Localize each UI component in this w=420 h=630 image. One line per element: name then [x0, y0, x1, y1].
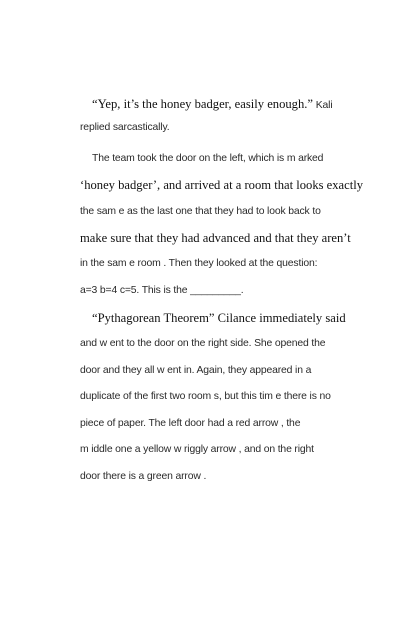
text-line-11: door and they all w ent in. Again, they appeared in a — [80, 365, 312, 376]
text-line-4: ‘honey badger’, and arrived at a room that looks exactly — [80, 178, 364, 192]
text-line-3: The team took the door on the left, which is m arked — [92, 153, 324, 164]
text-line-1 — [92, 96, 362, 112]
text-line-2: replied sarcastically. — [80, 122, 170, 133]
text-line-5: the sam e as the last one that they had to look back to — [80, 206, 321, 217]
text-line-9: “Pythagorean Theorem” Cilance immediately said — [92, 311, 346, 325]
text-line-7: in the sam e room . Then they looked at the question: — [80, 258, 318, 269]
text-line-8: a=3 b=4 c=5. This is the _________. — [80, 285, 244, 296]
text-line-1-main: “Yep, it’s the honey badger, easily enough.” — [92, 97, 314, 111]
text-line-15: door there is a green arrow . — [80, 471, 207, 482]
text-line-6: make sure that they had advanced and that they aren’t — [80, 231, 351, 245]
text-line-13: piece of paper. The left door had a red arrow , the — [80, 418, 301, 429]
text-line-14: m iddle one a yellow w riggly arrow , and on the right — [80, 444, 314, 455]
text-line-1-tail: Kali — [313, 100, 333, 111]
text-line-10: and w ent to the door on the right side. She opened the — [80, 338, 326, 349]
text-line-12: duplicate of the first two room s, but this tim e there is no — [80, 391, 331, 402]
